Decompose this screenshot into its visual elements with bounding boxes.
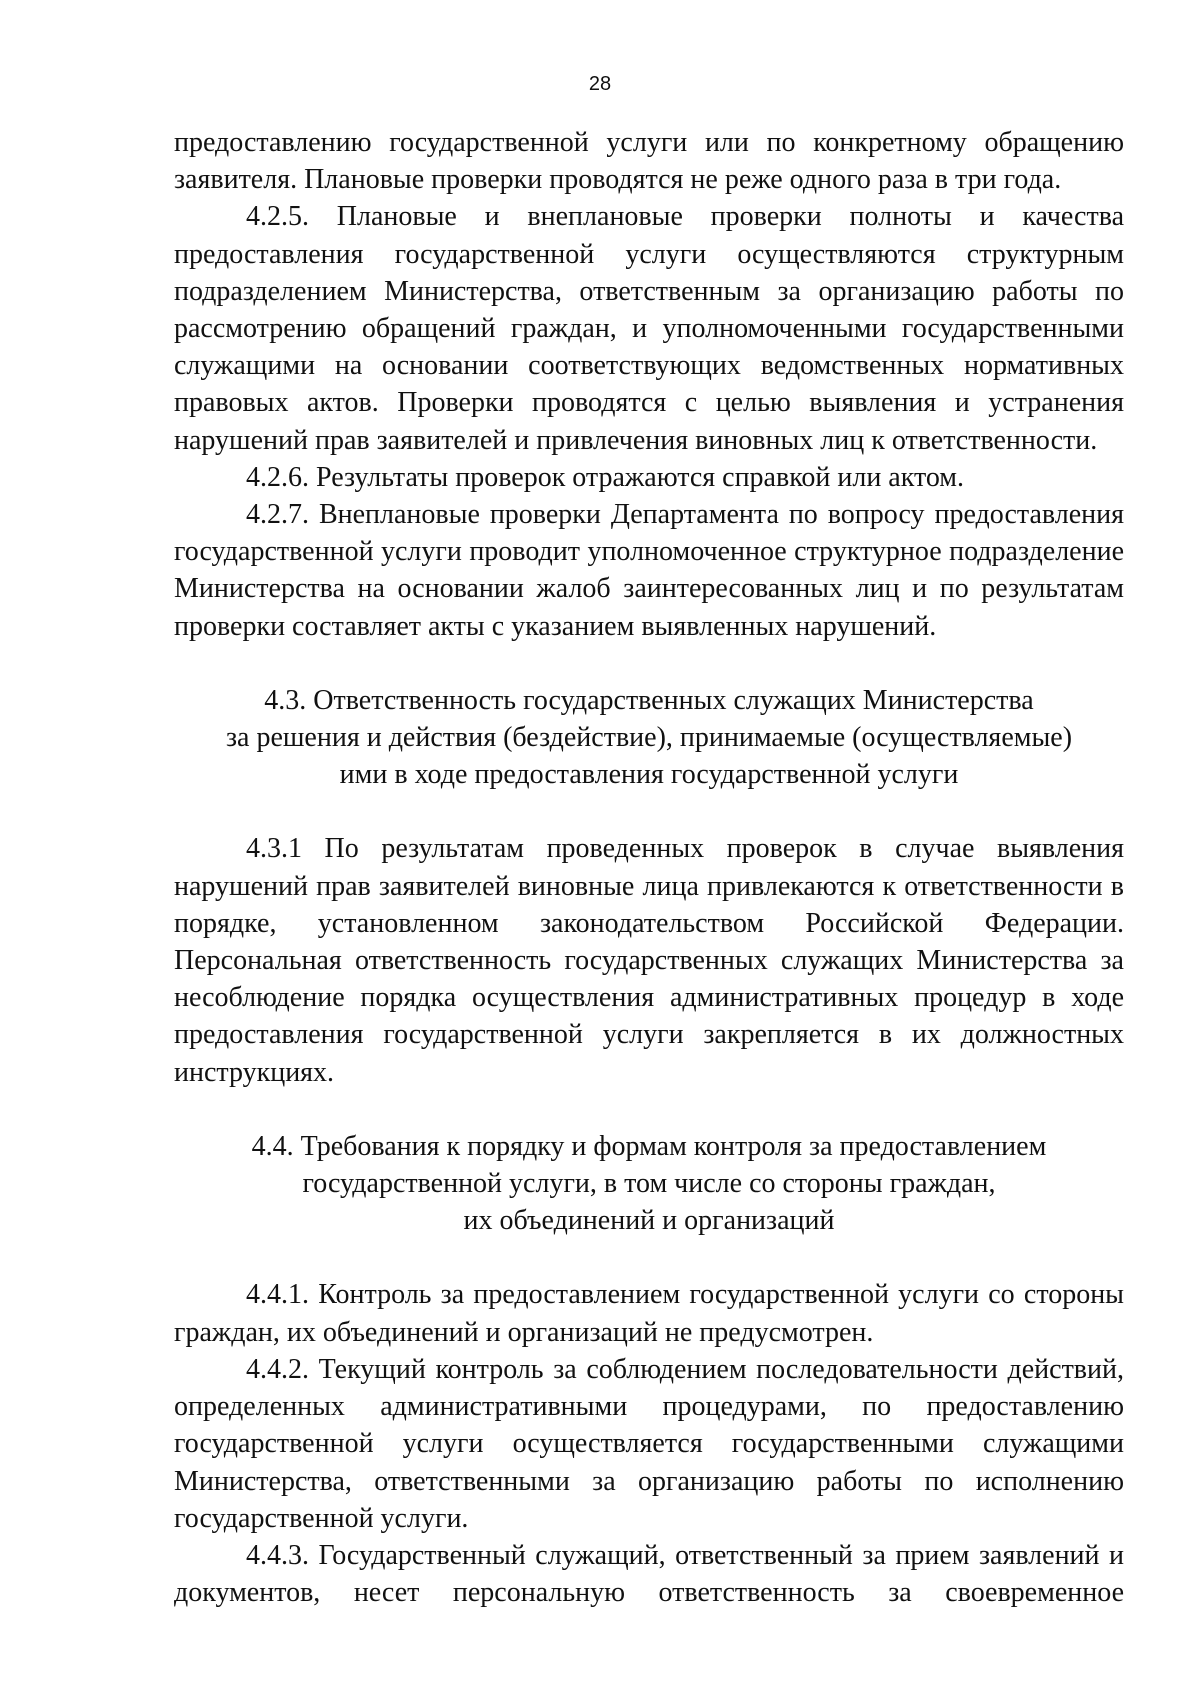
heading-4-3-line-2: за решения и действия (бездействие), принимаемые (осуществляемые)	[225, 722, 1073, 754]
heading-4-4-line-3: их объединений и организаций	[463, 1205, 835, 1237]
paragraph-continuation: предоставлению государственной услуги или по конкретному обращению заявителя. Плановые проверки проводятся не реже одного раза в три года.	[174, 127, 1124, 196]
section-heading-4-3	[174, 682, 1124, 794]
paragraph-4-2-6: 4.2.6. Результаты проверок отражаются справкой или актом.	[246, 461, 965, 493]
paragraph-4-4-1: 4.4.1. Контроль за предоставлением государственной услуги со стороны граждан, их объединений и организаций не предусмотрен.	[174, 1279, 1124, 1348]
heading-4-4-line-2: государственной услуги, в том числе со стороны граждан,	[302, 1168, 996, 1200]
paragraph-4-2-5: 4.2.5. Плановые и внеплановые проверки полноты и качества предоставления государственной услуги осуществляются структурным подразделением Министерства, ответственным за организацию работы по рассмотрению обращений граждан, и уполномоченными государственными служащими на основании соответствующих ведомственных нормативных правовых актов. Проверки проводятся с целью выявления и устранения нарушений прав заявителей и привлечения виновных лиц к ответственности.	[174, 201, 1124, 456]
paragraph-4-3-1: 4.3.1 По результатам проведенных проверок в случае выявления нарушений прав заявителей виновные лица привлекаются к ответственности в порядке, установленном законодательством Российской Федерации. Персональная ответственность государственных служащих Министерства за несоблюдение порядка осуществления административных процедур в ходе предоставления государственной услуги закрепляется в их должностных инструкциях.	[174, 833, 1124, 1088]
document-body	[174, 124, 1124, 1611]
section-heading-4-4	[174, 1128, 1124, 1240]
heading-4-3-line-3: ими в ходе предоставления государственной услуги	[339, 759, 959, 791]
paragraph-4-4-2: 4.4.2. Текущий контроль за соблюдением последовательности действий, определенных административными процедурами, по предоставлению государственной услуги осуществляется государственными служащими Министерства, ответственными за организацию работы по исполнению государственной услуги.	[174, 1353, 1124, 1534]
paragraph-4-2-7: 4.2.7. Внеплановые проверки Департамента по вопросу предоставления государственной услуги проводит уполномоченное структурное подразделение Министерства на основании жалоб заинтересованных лиц и по результатам проверки составляет акты с указанием выявленных нарушений.	[174, 499, 1124, 642]
paragraph-4-4-3: 4.4.3. Государственный служащий, ответственный за прием заявлений и документов, несет персональную ответственность за своевременное	[174, 1539, 1124, 1609]
page-number: 28	[588, 73, 612, 95]
heading-4-3-line-1: 4.3. Ответственность государственных служащих Министерства	[264, 684, 1034, 716]
heading-4-4-line-1: 4.4. Требования к порядку и формам контроля за предоставлением	[251, 1130, 1047, 1162]
